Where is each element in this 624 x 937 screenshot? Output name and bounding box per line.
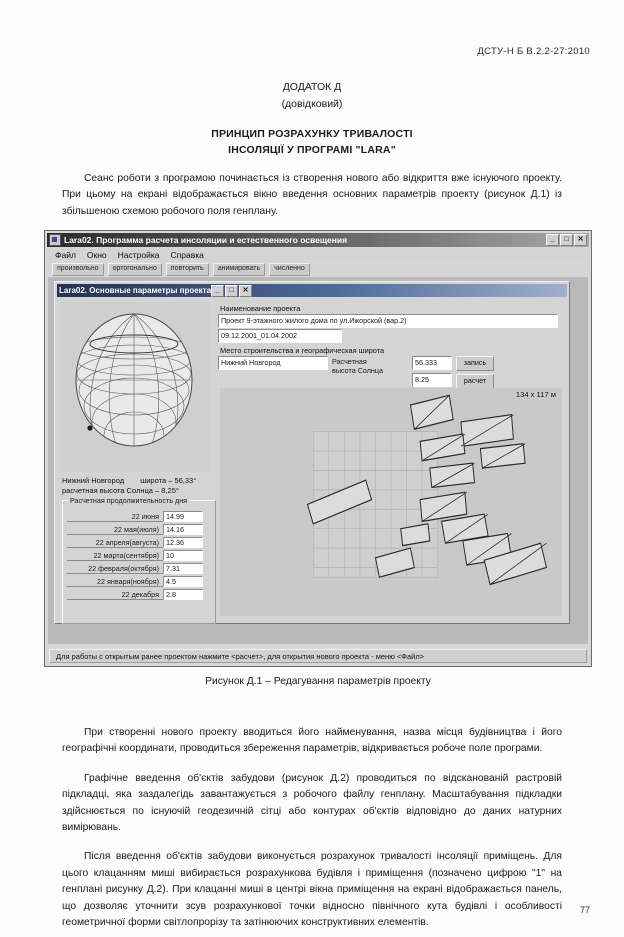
calculate-button[interactable]: расчет xyxy=(456,374,494,389)
table-row xyxy=(67,549,211,562)
sun-height-input[interactable]: 8.25 xyxy=(412,373,452,387)
child-window-title: Lara02. Основные параметры проекта xyxy=(59,286,212,295)
menu-item-window[interactable]: Окно xyxy=(86,249,107,260)
project-name-label: Наименование проекта xyxy=(220,304,301,313)
day-duration-groupbox xyxy=(62,496,216,624)
child-window-titlebar xyxy=(57,284,567,297)
sun-path-globe-icon xyxy=(68,308,200,458)
section-title-line1: ПРИНЦИП РОЗРАХУНКУ ТРИВАЛОСТІ xyxy=(211,128,413,140)
row-hours[interactable]: 2.8 xyxy=(163,589,203,600)
maximize-button[interactable]: □ xyxy=(560,234,573,246)
menu-bar xyxy=(47,248,589,261)
document-body xyxy=(62,80,562,220)
section-title-line2: ІНСОЛЯЦІЇ У ПРОГРАМІ "LARA" xyxy=(228,144,396,156)
close-button[interactable]: ✕ xyxy=(574,234,587,246)
menu-item-settings[interactable]: Настройка xyxy=(117,249,160,260)
coordinates-legend xyxy=(62,476,212,496)
row-date: 22 мая(июля) xyxy=(67,525,163,535)
toolbar-button-animate[interactable]: анимировать xyxy=(213,263,265,276)
legend-city: Нижний Новгород xyxy=(62,476,125,485)
save-button[interactable]: запись xyxy=(456,356,494,371)
main-window-titlebar xyxy=(47,233,589,247)
child-close-button[interactable]: ✕ xyxy=(239,285,252,297)
row-date: 22 июня xyxy=(67,512,163,522)
application-icon xyxy=(49,234,61,246)
table-row xyxy=(67,536,211,549)
main-window-controls xyxy=(546,234,587,246)
project-fields-pane xyxy=(218,302,566,618)
row-hours[interactable]: 7.31 xyxy=(163,563,203,574)
project-parameters-window xyxy=(54,281,570,624)
page-number: 77 xyxy=(579,905,590,915)
latitude-label-line2: высота Солнца xyxy=(332,366,384,375)
toolbar-button-numeric[interactable]: численно xyxy=(269,263,310,276)
child-minimize-button[interactable]: _ xyxy=(211,285,224,297)
menu-item-help[interactable]: Справка xyxy=(170,249,204,260)
child-window-controls xyxy=(211,285,252,297)
table-row xyxy=(67,523,211,536)
figure-caption: Рисунок Д.1 – Редагування параметрів проекту xyxy=(205,676,431,687)
toolbar-button-repeat[interactable]: повторить xyxy=(166,263,209,276)
toolbar-button-orthogonal[interactable]: ортогонально xyxy=(108,263,162,276)
lara-application-window xyxy=(44,230,592,667)
child-maximize-button[interactable]: □ xyxy=(225,285,238,297)
latitude-input[interactable]: 56.333 xyxy=(412,356,452,370)
paragraph-3: Графічне введення об'єктів забудови (рисунок Д.2) проводиться по відсканованій растровій підкладці, яка заздалегідь завантажується з робочого файлу генплану. Масштабування підкладки здійснюється по існуючій геодезичній сітці або контурах об'єктів відповідно до даних натурних вимірювань. xyxy=(62,772,562,834)
row-date: 22 января(ноября) xyxy=(67,577,163,587)
row-hours[interactable]: 4.5 xyxy=(163,576,203,587)
table-row xyxy=(67,562,211,575)
row-date: 22 марта(сентября) xyxy=(67,551,163,561)
project-dates-input[interactable]: 09.12.2001_01.04.2002 xyxy=(218,329,342,343)
paragraph-4: Після введення об'єктів забудови виконується розрахунок тривалості інсоляції приміщень. Для цього клацанням миші вибирається розрахункова будівля і приміщення (позначено цифрою "1" на генплані рисунку Д.2). При клацанні миші в центрі вікна приміщення на екрані відображається панель, що дозволяє уточнити зсув розрахункової точки відносно північного кута будівлі і особливості геометричної форми світлопрорізу та затінюючих конструктивних елементів. xyxy=(62,851,562,929)
site-plan-canvas[interactable] xyxy=(220,388,562,616)
legend-latitude: широта – 56,33° xyxy=(140,476,197,485)
row-hours[interactable]: 14.16 xyxy=(163,524,203,535)
plan-dimensions-label: 134 х 117 м xyxy=(515,390,556,399)
project-parameters-body xyxy=(58,300,566,620)
main-window-title: Lara02. Программа расчета инсоляции и естественного освещения xyxy=(64,235,348,245)
row-date: 22 февраля(октября) xyxy=(67,564,163,574)
appendix-kind: (довідковий) xyxy=(281,98,343,110)
appendix-label: ДОДАТОК Д xyxy=(282,81,342,93)
place-label: Место строительства и географическая широта xyxy=(220,346,385,355)
row-hours[interactable]: 10 xyxy=(163,550,203,561)
mdi-client-area xyxy=(48,277,588,644)
table-row xyxy=(67,588,211,601)
row-date: 22 апреля(августа) xyxy=(67,538,163,548)
minimize-button[interactable]: _ xyxy=(546,234,559,246)
row-hours[interactable]: 14.99 xyxy=(163,511,203,522)
toolbar-button-free[interactable]: произвольно xyxy=(52,263,104,276)
day-duration-title: Расчетная продолжительность дня xyxy=(70,496,188,505)
place-input[interactable]: Нижний Новгород xyxy=(218,356,328,370)
table-row xyxy=(67,575,211,588)
menu-item-file[interactable]: Файл xyxy=(55,249,76,260)
paragraph-intro: Сеанс роботи з програмою починається із створення нового або відкриття вже існуючого проекту. При цьому на екрані відображається вікно введення основних параметрів проекту (рисунок Д.1) із збільшеною схемою робочого поля генплану. xyxy=(62,173,562,217)
document-body-continued xyxy=(62,712,562,931)
paragraph-2: При створенні нового проекту вводиться його найменування, назва місця будівництва і його географічні координати, проводиться збереження параметрів, відкривається робоче поле програми. xyxy=(62,727,562,755)
project-name-input[interactable]: Проект 9-этажного жилого дома по ул.Ижорской (вар.2) xyxy=(218,314,558,328)
status-bar: Для работы с открытым ранее проектом нажмите <расчет>, для открытия нового проекта - меню <Файл> xyxy=(49,649,587,663)
sun-path-diagram-panel xyxy=(60,302,210,472)
site-plan-drawing xyxy=(220,388,562,616)
table-row xyxy=(67,510,211,523)
legend-sun-height: расчетная высота Солнца – 8,25° xyxy=(62,486,179,495)
toolbar xyxy=(47,263,589,276)
row-hours[interactable]: 12.36 xyxy=(163,537,203,548)
document-standard-code: ДСТУ-Н Б В.2.2-27:2010 xyxy=(477,46,590,57)
row-date: 22 декабря xyxy=(67,590,163,600)
figure-d1 xyxy=(44,230,592,687)
latitude-label-line1: Расчетная xyxy=(332,357,367,366)
